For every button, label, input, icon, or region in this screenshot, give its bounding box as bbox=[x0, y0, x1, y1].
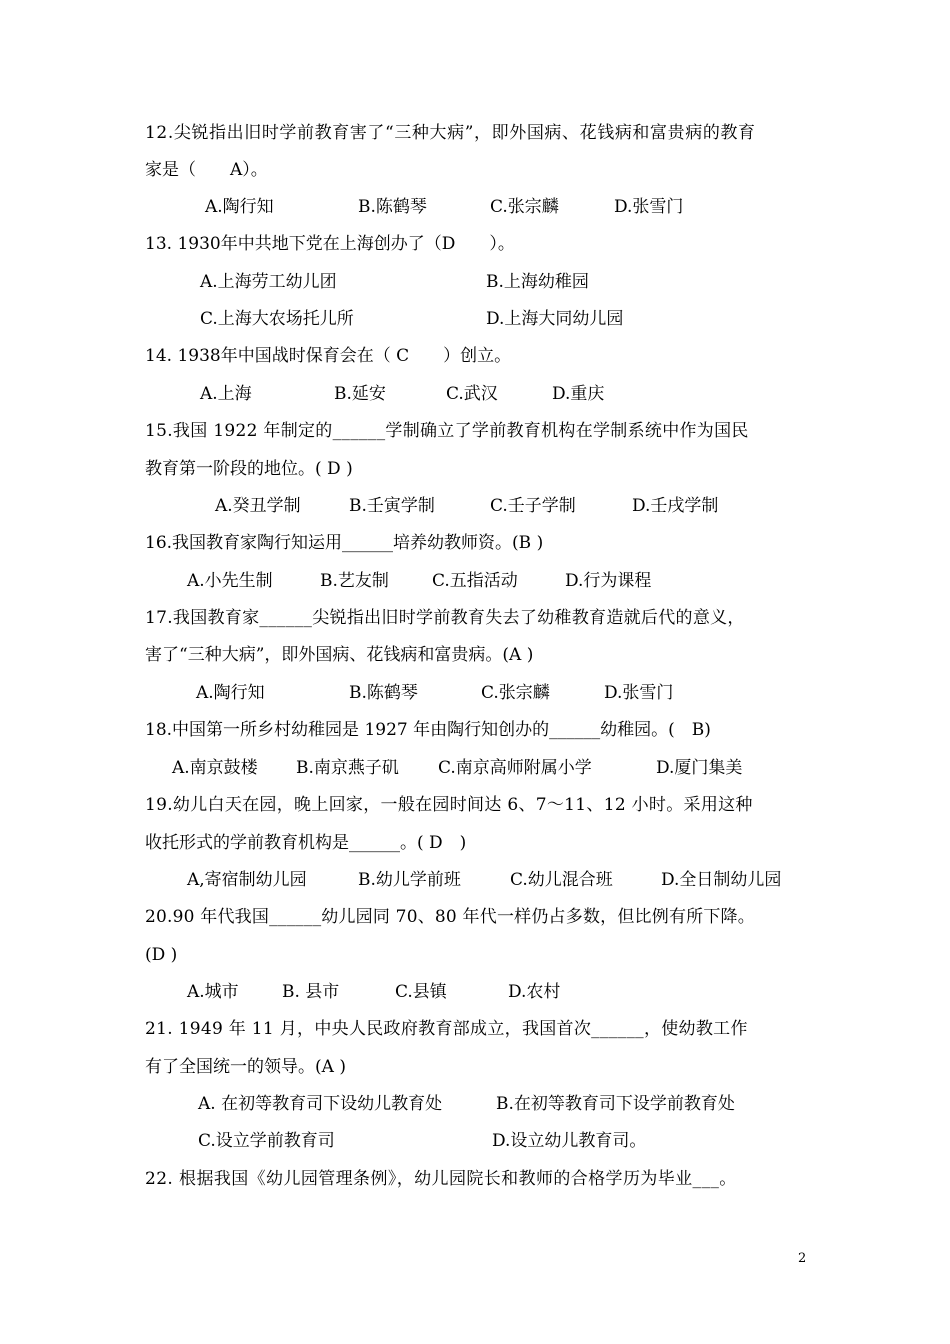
q12-option-b: B.陈鹤琴 bbox=[358, 197, 427, 217]
q16-option-b: B.艺友制 bbox=[320, 571, 389, 591]
q13-option-b: B.上海幼稚园 bbox=[486, 272, 589, 292]
q12-option-a: A.陶行知 bbox=[205, 197, 274, 217]
q18-option-b: B.南京燕子矶 bbox=[296, 758, 399, 778]
q19-option-b: B.幼儿学前班 bbox=[358, 870, 461, 890]
q15-option-a: A.癸丑学制 bbox=[215, 496, 301, 516]
q18-option-a: A.南京鼓楼 bbox=[172, 758, 258, 778]
q17-option-b: B.陈鹤琴 bbox=[349, 683, 418, 703]
q16-stem: 16.我国教育家陶行知运用______培养幼教师资。(B ) bbox=[145, 533, 544, 553]
q15-option-b: B.壬寅学制 bbox=[349, 496, 435, 516]
q12-stem-line2: 家是（ A）。 bbox=[145, 160, 268, 180]
q15-stem-line1: 15.我国 1922 年制定的______学制确立了学前教育机构在学制系统中作为国民 bbox=[145, 421, 749, 441]
q21-stem-line2: 有了全国统一的领导。(A ) bbox=[145, 1057, 346, 1077]
q20-stem-line1: 20.90 年代我国______幼儿园同 70、80 年代一样仍占多数，但比例有所下降。 bbox=[145, 907, 755, 927]
q22-stem: 22. 根据我国《幼儿园管理条例》，幼儿园院长和教师的合格学历为毕业___。 bbox=[145, 1169, 737, 1189]
q17-option-c: C.张宗麟 bbox=[481, 683, 550, 703]
q21-stem-line1: 21. 1949 年 11 月，中央人民政府教育部成立，我国首次______，使幼教工作 bbox=[145, 1019, 748, 1039]
q19-option-a: A,寄宿制幼儿园 bbox=[187, 870, 307, 890]
q16-option-c: C.五指活动 bbox=[432, 571, 518, 591]
q13-stem: 13. 1930年中共地下党在上海创办了（D ）。 bbox=[145, 234, 515, 254]
q19-option-d: D.全日制幼儿园 bbox=[661, 870, 782, 890]
q15-option-d: D.壬戌学制 bbox=[632, 496, 719, 516]
q12-option-c: C.张宗麟 bbox=[490, 197, 559, 217]
q12-option-d: D.张雪门 bbox=[614, 197, 684, 217]
q20-stem-line2: (D ) bbox=[145, 945, 178, 965]
q19-option-c: C.幼儿混合班 bbox=[510, 870, 613, 890]
q18-option-d: D.厦门集美 bbox=[656, 758, 743, 778]
q15-option-c: C.壬子学制 bbox=[490, 496, 576, 516]
q17-option-a: A.陶行知 bbox=[196, 683, 265, 703]
q16-option-d: D.行为课程 bbox=[565, 571, 652, 591]
q18-option-c: C.南京高师附属小学 bbox=[438, 758, 592, 778]
q21-option-a: A. 在初等教育司下设幼儿教育处 bbox=[198, 1094, 443, 1114]
q20-option-d: D.农村 bbox=[508, 982, 561, 1002]
q17-option-d: D.张雪门 bbox=[604, 683, 674, 703]
q13-option-c: C.上海大农场托儿所 bbox=[200, 309, 354, 329]
q14-option-c: C.武汉 bbox=[446, 384, 498, 404]
q20-option-a: A.城市 bbox=[187, 982, 239, 1002]
q13-option-d: D.上海大同幼儿园 bbox=[486, 309, 624, 329]
q18-stem: 18.中国第一所乡村幼稚园是 1927 年由陶行知创办的______幼稚园。( B) bbox=[145, 720, 711, 740]
q21-option-b: B.在初等教育司下设学前教育处 bbox=[496, 1094, 735, 1114]
q14-option-b: B.延安 bbox=[334, 384, 386, 404]
q21-option-d: D.设立幼儿教育司。 bbox=[492, 1131, 647, 1151]
q20-option-b: B. 县市 bbox=[282, 982, 340, 1002]
q16-option-a: A.小先生制 bbox=[187, 571, 273, 591]
page-number: 2 bbox=[798, 1251, 807, 1266]
q21-option-c: C.设立学前教育司 bbox=[198, 1131, 335, 1151]
q17-stem-line2: 害了“三种大病”，即外国病、花钱病和富贵病。(A ) bbox=[145, 645, 534, 665]
q19-stem-line1: 19.幼儿白天在园，晚上回家，一般在园时间达 6、7～11、12 小时。采用这种 bbox=[145, 795, 753, 815]
q14-option-a: A.上海 bbox=[200, 384, 252, 404]
q12-stem-line1: 12.尖锐指出旧时学前教育害了“三种大病”，即外国病、花钱病和富贵病的教育 bbox=[145, 123, 756, 143]
q13-option-a: A.上海劳工幼儿团 bbox=[200, 272, 337, 292]
q14-stem: 14. 1938年中国战时保育会在（ C ）创立。 bbox=[145, 346, 512, 366]
q15-stem-line2: 教育第一阶段的地位。( D ) bbox=[145, 459, 353, 479]
q19-stem-line2: 收托形式的学前教育机构是______。( D ) bbox=[145, 833, 467, 853]
q14-option-d: D.重庆 bbox=[552, 384, 605, 404]
q20-option-c: C.县镇 bbox=[395, 982, 447, 1002]
q17-stem-line1: 17.我国教育家______尖锐指出旧时学前教育失去了幼稚教育造就后代的意义， bbox=[145, 608, 745, 628]
